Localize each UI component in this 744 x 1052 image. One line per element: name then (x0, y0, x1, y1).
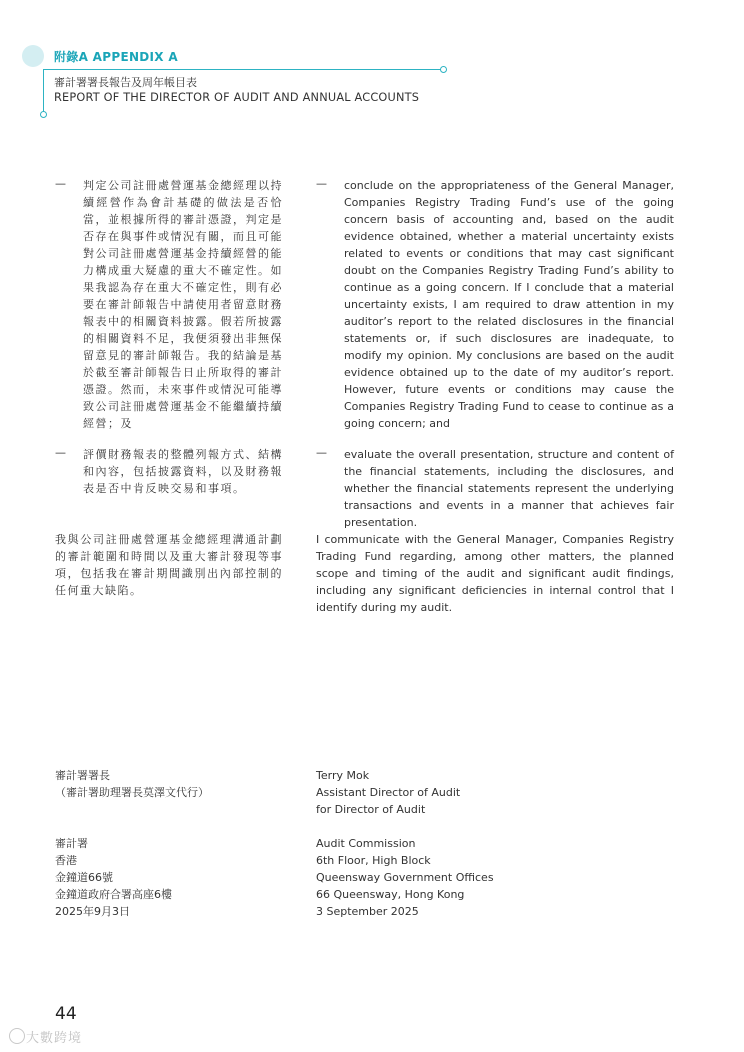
signature-zh (55, 767, 209, 801)
signature-en-for: for Director of Audit (316, 803, 426, 816)
communication-zh: 我與公司註冊處營運基金總經理溝通計劃的審計範圍和時間以及重大審計發現等事項，包括我在審計期間識別出內部控制的任何重大缺陷。 (55, 533, 283, 597)
signature-en (316, 767, 460, 818)
header-rule-vertical (43, 69, 44, 113)
bullet-zh-presentation: 評價財務報表的整體列報方式、結構和內容，包括披露資料，以及財務報表是否中肯反映交易和事項。 (83, 448, 283, 495)
address-zh-line: 審計署 (55, 837, 88, 850)
signature-en-position: Assistant Director of Audit (316, 786, 461, 799)
bullet-dash-zh-1: — (55, 177, 66, 190)
report-title-english: REPORT OF THE DIRECTOR OF AUDIT AND ANNUAL ACCOUNTS (54, 91, 420, 104)
address-zh-line: 金鐘道政府合署高座6樓 (55, 888, 172, 901)
address-zh-line: 金鐘道66號 (55, 871, 113, 884)
header-rule-horizontal (44, 69, 442, 70)
address-en (316, 835, 494, 920)
signature-zh-title: 審計署署長 (55, 769, 110, 782)
watermark-text: 大數跨境 (26, 1031, 83, 1046)
address-zh-date: 2025年9月3日 (55, 905, 130, 918)
bullet-en-presentation: evaluate the overall presentation, structure and content of the financial statements, including the disclosures, and whether the financial statements represent the underlying transactions and events in a manner that achieves fair presentation. (344, 448, 674, 529)
header-dot-bottom (40, 111, 47, 118)
signature-en-name: Terry Mok (316, 769, 370, 782)
address-en-line: Audit Commission (316, 837, 416, 850)
header-dot-right (440, 66, 447, 73)
address-zh-line: 香港 (55, 854, 77, 867)
address-en-line: Queensway Government Offices (316, 871, 494, 884)
signature-zh-acting: （審計署助理署長莫澤文代行） (55, 786, 209, 799)
bullet-dash-zh-2: — (55, 446, 66, 459)
bullet-zh-going-concern: 判定公司註冊處營運基金總經理以持續經營作為會計基礎的做法是否恰當，並根據所得的審計憑證，判定是否存在與事件或情況有關，而且可能對公司註冊處營運基金持續經營的能力構成重大疑慮的重大不確定性。如果我認為存在重大不確定性，則有必要在審計師報告中請使用者留意財務報表中的相關資料披露。假若所披露的相關資料不足，我便須發出非無保留意見的審計師報告。我的結論是基於截至審計師報告日止所取得的審計憑證。然而，未來事件或情況可能導致公司註冊處營運基金不能繼續持續經營；及 (83, 179, 283, 430)
address-en-date: 3 September 2025 (316, 905, 419, 918)
appendix-title: 附錄A APPENDIX A (54, 50, 178, 64)
bullet-en-going-concern: conclude on the appropriateness of the General Manager, Companies Registry Trading Fund’s use of the going concern basis of accounting and, based on the audit evidence obtained, whether a material uncertainty exists related to events or conditions that may cast significant doubt on the Companies Registry Trading Fund’s ability to continue as a going concern. If I conclude that a material uncertainty exists, I am required to draw attention in my auditor’s report to the related disclosures in the financial statements or, if such disclosures are inadequate, to modify my opinion. My conclusions are based on the audit evidence obtained up to the date of my auditor’s report. However, future events or conditions may cause the Companies Registry Trading Fund to cease to continue as a going concern; and (344, 179, 674, 430)
address-zh (55, 835, 172, 920)
report-title-chinese: 審計署署長報告及周年帳目表 (54, 76, 197, 89)
address-en-line: 66 Queensway, Hong Kong (316, 888, 465, 901)
communication-en: I communicate with the General Manager, Companies Registry Trading Fund regarding, among other matters, the planned scope and timing of the audit and significant audit findings, including any significant deficiencies in internal control that I identify during my audit. (316, 533, 674, 614)
address-en-line: 6th Floor, High Block (316, 854, 431, 867)
page-number: 44 (55, 1004, 77, 1024)
bullet-dash-en-2: — (316, 446, 327, 459)
watermark-logo-icon (9, 1028, 25, 1044)
bullet-dash-en-1: — (316, 177, 327, 190)
header-circle-decoration (22, 45, 44, 67)
